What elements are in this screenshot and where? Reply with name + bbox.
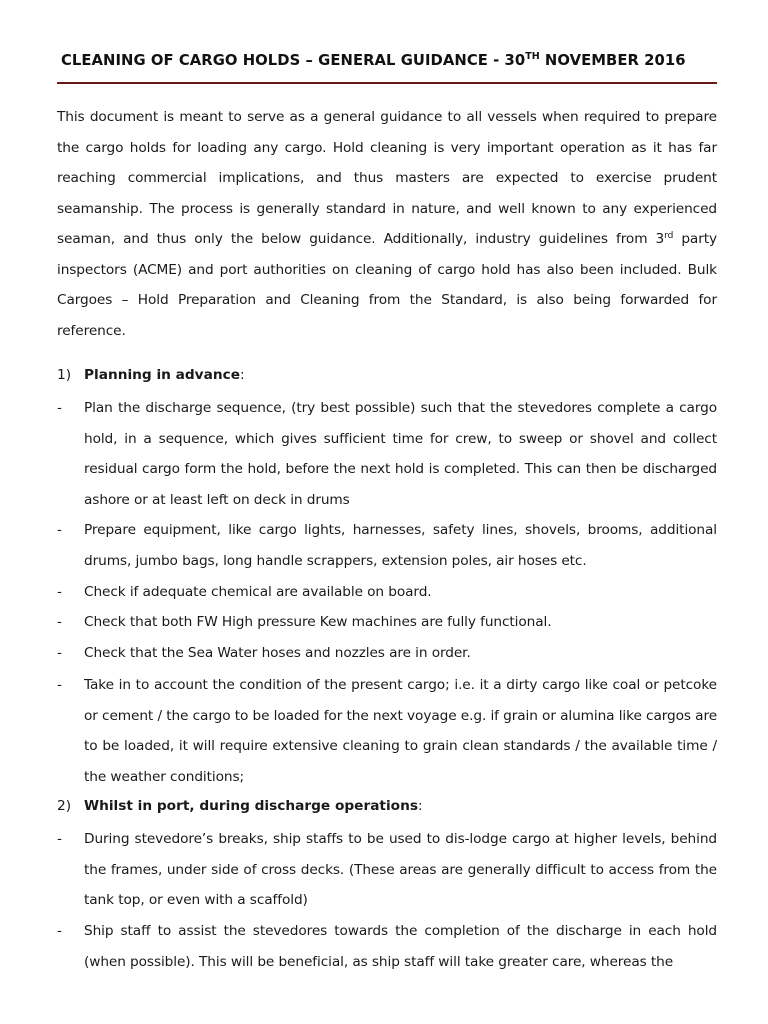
section-number: 2) — [57, 798, 72, 814]
bullet-dash: - — [57, 400, 62, 416]
section-number: 1) — [57, 367, 72, 383]
list-item — [57, 638, 717, 669]
list-item-text: Check that the Sea Water hoses and nozzles are in order. — [84, 645, 471, 661]
bullet-dash: - — [57, 522, 62, 538]
list-item-text: During stevedore’s breaks, ship staffs to be used to dis-lodge cargo at higher levels, behind the frames, under side of cross decks. (These areas are generally difficult to access from the tank top, or even with a scaffold) — [84, 831, 717, 908]
title-superscript: TH — [525, 51, 540, 62]
bullet-dash: - — [57, 923, 62, 939]
intro-paragraph: This document is meant to serve as a general guidance to all vessels when required to prepare the cargo holds for loading any cargo. Hold cleaning is very important operation as it has far reaching commercial implications, and thus masters are expected to exercise prudent seamanship. The process is generally standard in nature, and well known to any experienced seaman, and thus only the below guidance. Additionally, industry guidelines from 3rd party inspectors (ACME) and port authorities on cleaning of cargo hold has also been included. Bulk Cargoes – Hold Preparation and Cleaning from the Standard, is also being forwarded for reference. — [57, 109, 717, 339]
list-item-text: Prepare equipment, like cargo lights, harnesses, safety lines, shovels, brooms, additional drums, jumbo bags, long handle scrappers, extension poles, air hoses etc. — [84, 522, 717, 569]
bullet-dash: - — [57, 831, 62, 847]
bullet-dash: - — [57, 677, 62, 693]
intro-superscript: rd — [664, 231, 674, 241]
list-item — [57, 916, 717, 977]
list-item-text: Take in to account the condition of the present cargo; i.e. it a dirty cargo like coal or petcoke or cement / the cargo to be loaded for the next voyage e.g. if grain or alumina like cargos are to be loaded, it will require extensive cleaning to grain clean standards / the available time / the weather conditions; — [84, 677, 718, 785]
list-item — [57, 393, 717, 515]
list-item — [57, 607, 717, 638]
list-item — [57, 515, 717, 576]
list-item — [57, 824, 717, 916]
list-item-text: Check if adequate chemical are available on board. — [84, 584, 432, 600]
bullet-dash: - — [57, 645, 62, 661]
list-item — [57, 670, 717, 792]
section-heading: Whilst in port, during discharge operations: — [84, 798, 423, 814]
list-item-text: Ship staff to assist the stevedores towards the completion of the discharge in each hold (when possible). This will be beneficial, as ship staff will take greater care, whereas the — [84, 923, 717, 970]
bullet-dash: - — [57, 584, 62, 600]
title-block — [57, 48, 717, 84]
list-item-text: Check that both FW High pressure Kew machines are fully functional. — [84, 614, 552, 630]
list-item — [57, 577, 717, 608]
document-title: CLEANING OF CARGO HOLDS – GENERAL GUIDANCE - 30TH NOVEMBER 2016 — [61, 51, 686, 69]
bullet-dash: - — [57, 614, 62, 630]
list-item-text: Plan the discharge sequence, (try best possible) such that the stevedores complete a cargo hold, in a sequence, which gives sufficient time for crew, to sweep or shovel and collect residual cargo form the hold, before the next hold is completed. This can then be discharged ashore or at least left on deck in drums — [84, 400, 717, 508]
section-heading: Planning in advance: — [84, 367, 245, 383]
